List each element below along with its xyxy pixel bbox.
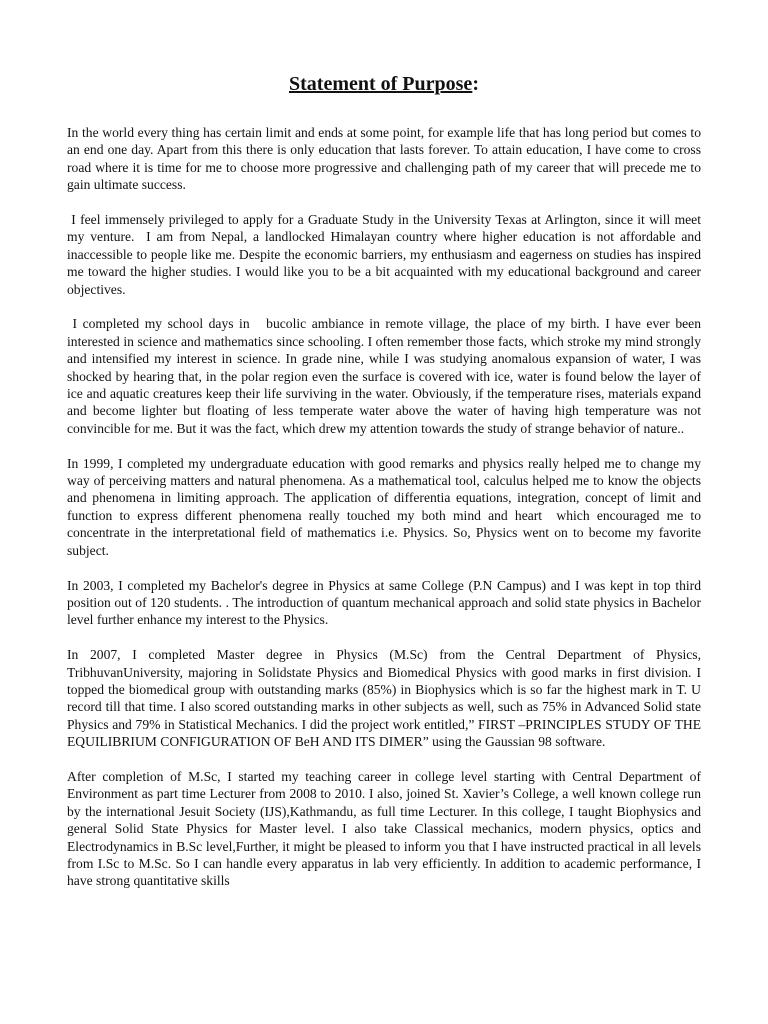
paragraph-undergraduate: In 1999, I completed my undergraduate education with good remarks and physics really helped me to change my way of perceiving matters and natural phenomena. As a mathematical tool, calculus helped me to know the objects and phenomena in limiting approach. The application of differentia equations, integration, concept of limit and function to express different phenomena really touched my both mind and heart which encouraged me to concentrate in the interpretational field of mathematics i.e. Physics. So, Physics went on to become my favorite subject. bbox=[67, 455, 705, 558]
paragraph-intro: In the world every thing has certain limit and ends at some point, for example life that has long period but comes to an end one day. Apart from this there is only education that lasts forever. To attain education, I have come to cross road where it is time for me to choose more progressive and challenging path of my career that will precede me to gain ultimate success. bbox=[67, 125, 705, 193]
title-text: Statement of Purpose bbox=[289, 73, 473, 95]
paragraph-school: I completed my school days in bucolic ambiance in remote village, the place of my birth. I have ever been interested in science and mathematics since schooling. I often remember those facts, which stroke my mind strongly and intensified my interest in science. In grade nine, while I was studying anomalous expansion of water, I was shocked by hearing that, in the polar region even the surface is covered with ice, water is found below the layer of ice and aquatic creatures keep their life surviving in the water. Obviously, if the temperature rises, materials expand and become lighter but floating of less temperate water above the water of having high temperature was not convincible for me. But it was the fact, which drew my attention towards the study of strange behavior of nature.. bbox=[67, 316, 705, 436]
paragraph-application: I feel immensely privileged to apply for a Graduate Study in the University Texas at Arlington, since it will meet my venture. I am from Nepal, a landlocked Himalayan country where higher education is not affordable and inaccessible to people like me. Despite the economic barriers, my enthusiasm and eagerness on studies has inspired me toward the higher studies. I would like you to be a bit acquainted with my educational background and career objectives. bbox=[67, 212, 705, 297]
paragraph-bachelor: In 2003, I completed my Bachelor's degree in Physics at same College (P.N Campus) and I was kept in top third position out of 120 students. . The introduction of quantum mechanical approach and solid state physics in Bachelor level further enhance my interest to the Physics. bbox=[67, 577, 705, 628]
title-colon: : bbox=[472, 73, 479, 95]
page-title bbox=[67, 72, 701, 96]
paragraph-master: In 2007, I completed Master degree in Physics (M.Sc) from the Central Department of Physics, TribhuvanUniversity, majoring in Solidstate Physics and Biomedical Physics with good marks in first division. I topped the biomedical group with outstanding marks (85%) in Biophysics which is so far the highest mark in T. U record till that time. I also scored outstanding marks in other subjects as well, such as 75% in Advanced Solid state Physics and 79% in Statistical Mechanics. I did the project work entitled,” FIRST –PRINCIPLES STUDY OF THE EQUILIBRIUM CONFIGURATION OF BeH AND ITS DIMER” using the Gaussian 98 software. bbox=[67, 647, 705, 750]
paragraph-teaching: After completion of M.Sc, I started my teaching career in college level starting with Central Department of Environment as part time Lecturer from 2008 to 2010. I also, joined St. Xavier’s College, a well known college run by the international Jesuit Society (IJS),Kathmandu, as full time Lecturer. In this college, I taught Biophysics and general Solid State Physics for Master level. I also take Classical mechanics, modern physics, optics and Electrodynamics in B.Sc level,Further, it might be pleased to inform you that I have instructed practical in all levels from I.Sc to M.Sc. So I can handle every apparatus in lab very efficiently. In addition to academic performance, I have strong quantitative skills bbox=[67, 768, 705, 889]
